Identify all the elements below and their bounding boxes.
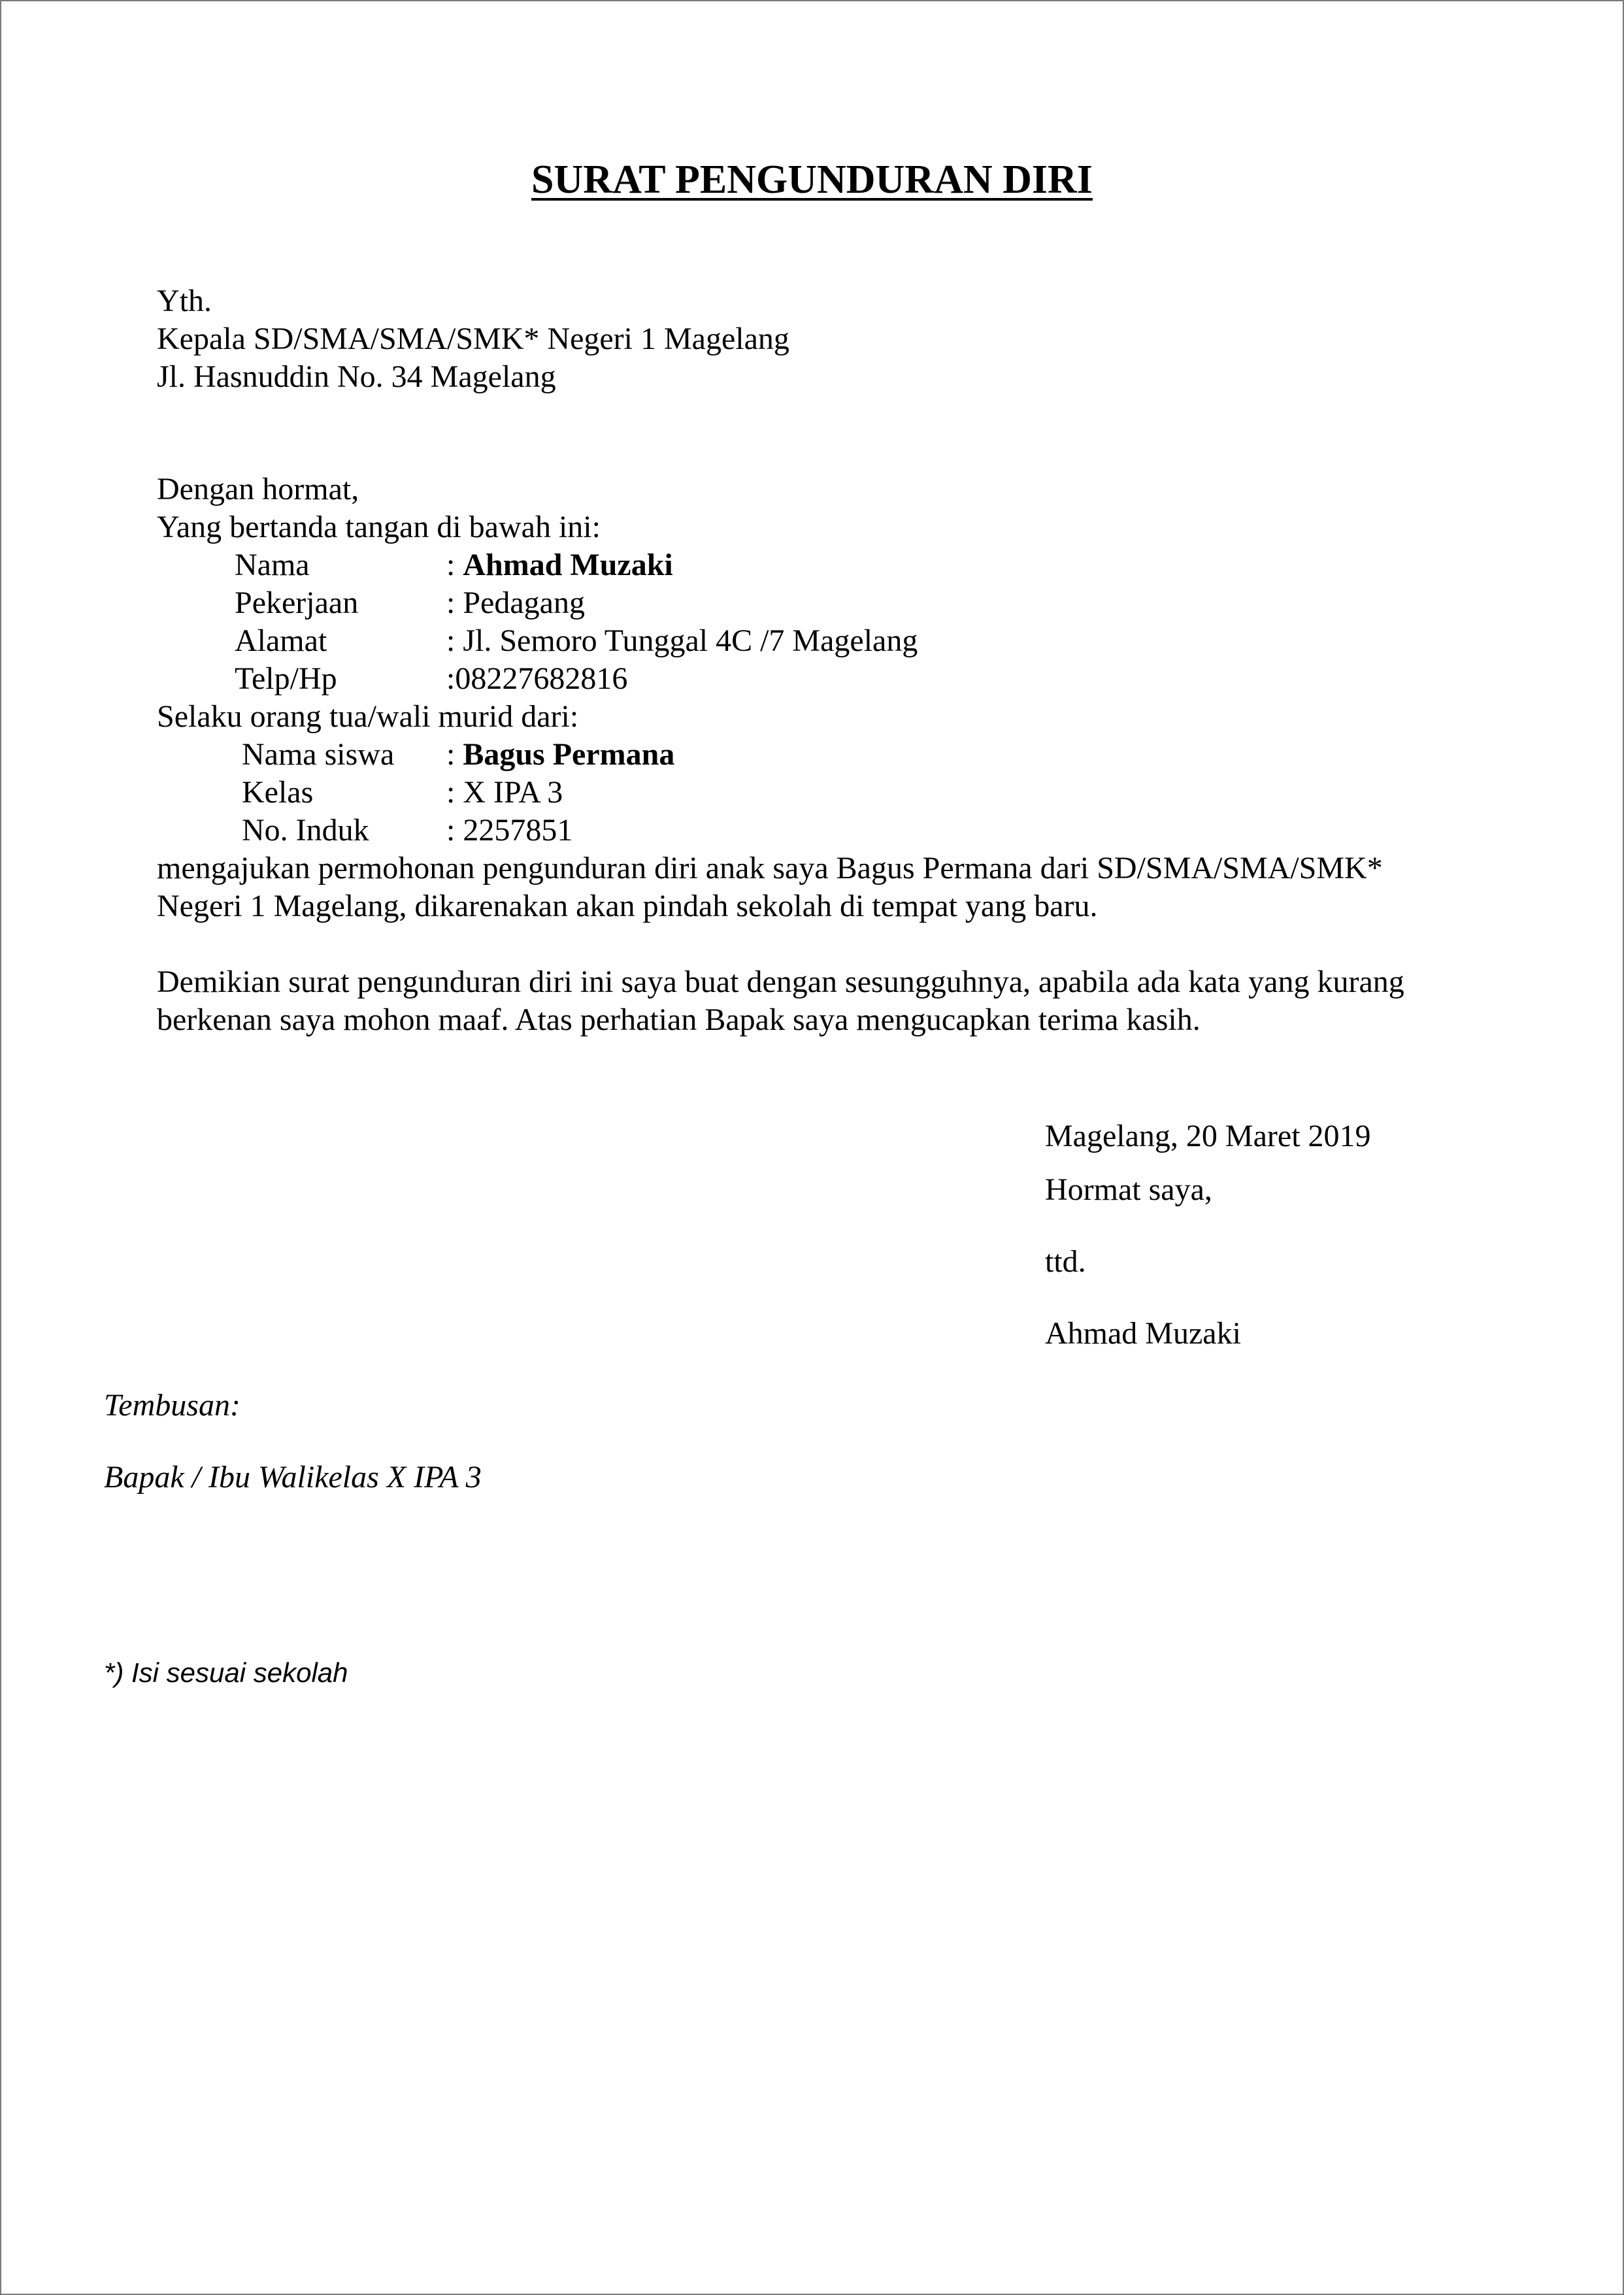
body-paragraph-2-line-2: berkenan saya mohon maaf. Atas perhatian Bapak saya mengucapkan terima kasih.	[157, 1002, 1201, 1037]
body-paragraph-1-line-2: Negeri 1 Magelang, dikarenakan akan pindah sekolah di tempat yang baru.	[157, 889, 1098, 923]
recipient-address: Jl. Hasnuddin No. 34 Magelang	[157, 359, 556, 394]
student-name-label: Nama siswa	[242, 737, 395, 772]
parent-address-value: : Jl. Semoro Tunggal 4C /7 Magelang	[446, 623, 918, 658]
student-id-label: No. Induk	[242, 813, 369, 848]
intro-text: Yang bertanda tangan di bawah ini:	[157, 510, 601, 544]
parent-name-label: Nama	[235, 548, 310, 582]
letter-title: SURAT PENGUNDURAN DIRI	[531, 157, 1093, 202]
recipient-name: Kepala SD/SMA/SMA/SMK* Negeri 1 Magelang	[157, 322, 789, 356]
closing-regards: Hormat saya,	[1045, 1172, 1212, 1207]
signature-mark: ttd.	[1045, 1244, 1086, 1279]
cc-label: Tembusan:	[104, 1388, 240, 1423]
student-class-value: : X IPA 3	[446, 775, 563, 810]
student-class-label: Kelas	[242, 775, 314, 810]
parent-phone-value: :08227682816	[446, 661, 628, 696]
signer-name: Ahmad Muzaki	[1045, 1316, 1241, 1351]
parent-name-separator: :	[446, 548, 463, 582]
parent-job-value: : Pedagang	[446, 586, 585, 620]
recipient-salutation: Yth.	[157, 284, 212, 318]
parent-name: Ahmad Muzaki	[463, 548, 673, 582]
parent-name-value	[446, 546, 673, 584]
cc-recipient: Bapak / Ibu Walikelas X IPA 3	[104, 1460, 482, 1494]
parent-address-label: Alamat	[235, 623, 327, 658]
body-paragraph-2-line-1: Demikian surat pengunduran diri ini saya buat dengan sesungguhnya, apabila ada kata yang kurang	[157, 965, 1404, 999]
student-id-value: : 2257851	[446, 813, 573, 848]
place-date: Magelang, 20 Maret 2019	[1045, 1119, 1371, 1153]
student-name-value	[446, 736, 674, 774]
greeting: Dengan hormat,	[157, 472, 359, 506]
body-paragraph-1-line-1: mengajukan permohonan pengunduran diri anak saya Bagus Permana dari SD/SMA/SMA/SMK*	[157, 851, 1383, 885]
student-name: Bagus Permana	[463, 737, 675, 772]
footnote: *) Isi sesuai sekolah	[104, 1657, 348, 1688]
parent-job-label: Pekerjaan	[235, 586, 359, 620]
parent-phone-label: Telp/Hp	[235, 661, 337, 696]
student-name-separator: :	[446, 737, 463, 772]
guardian-of-text: Selaku orang tua/wali murid dari:	[157, 699, 579, 734]
